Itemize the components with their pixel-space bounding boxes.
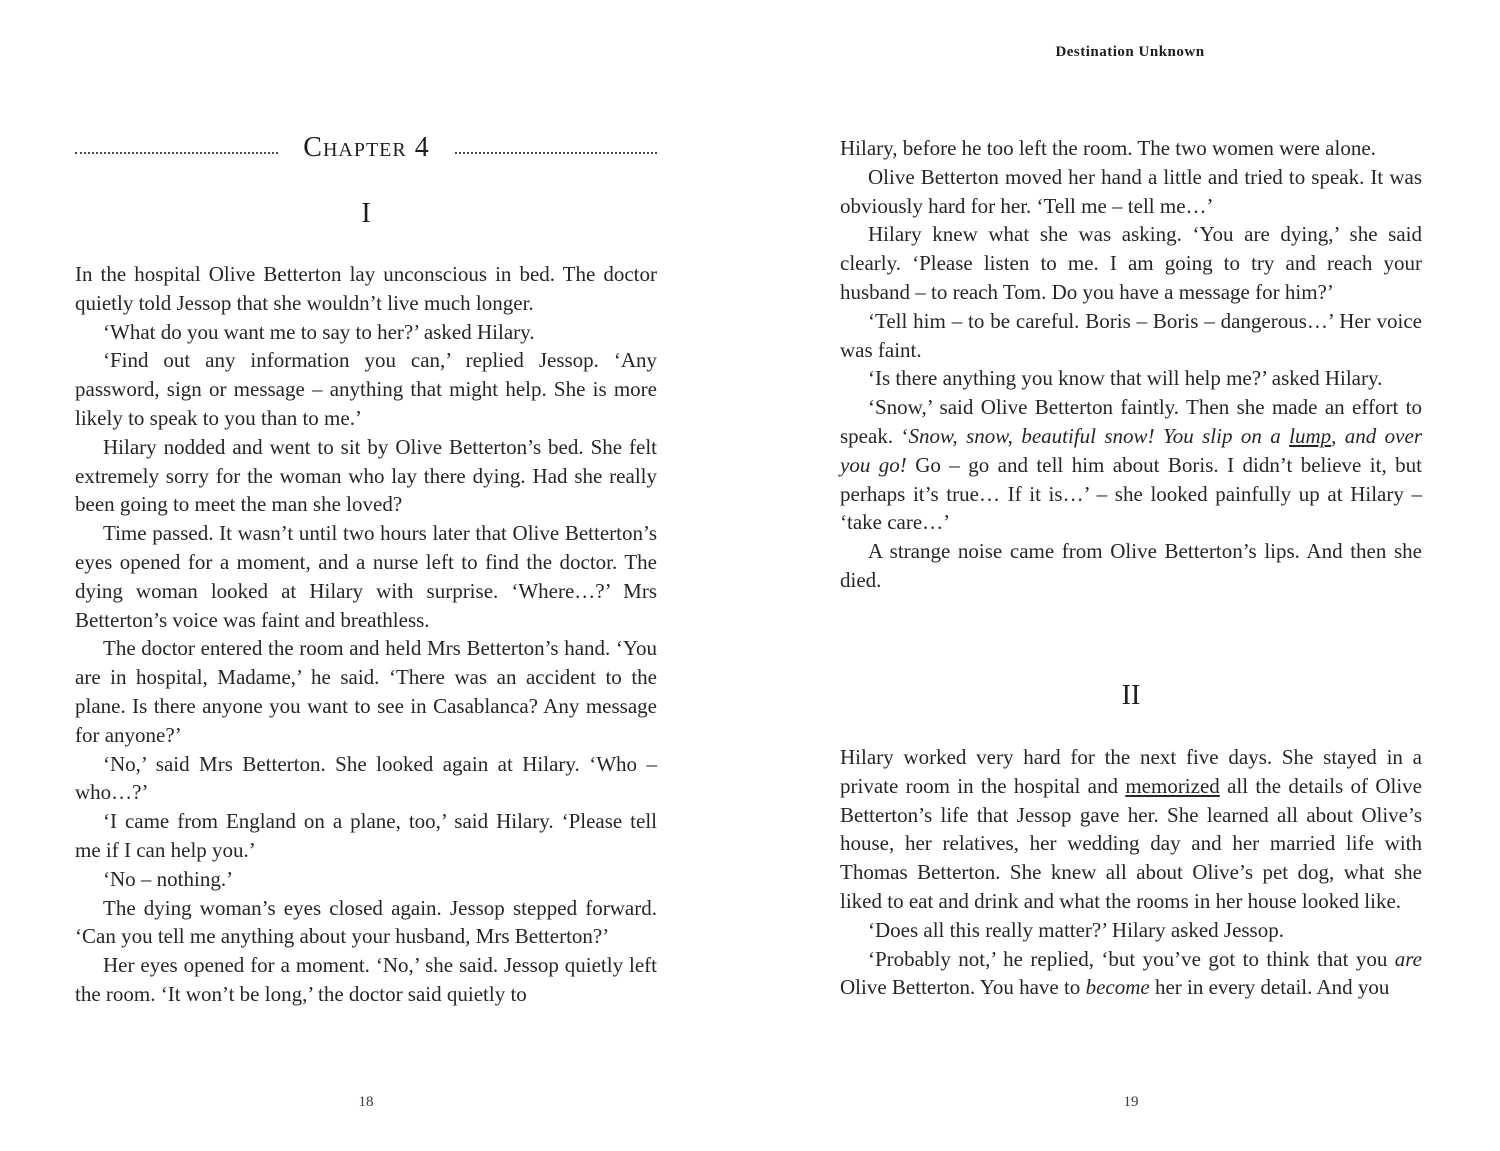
paragraph: The doctor entered the room and held Mrs Betterton’s hand. ‘You are in hospital, Madame,’ he said. ‘There was an accident to the plane. Is there anyone you want to see in Casablanca? Any message for anyone?’	[75, 636, 657, 747]
right-page	[750, 0, 1500, 1151]
underlined-word-memorized: memorized	[1125, 773, 1220, 798]
paragraph: ‘No – nothing.’	[103, 866, 234, 891]
italic-text: become	[1085, 975, 1150, 1000]
paragraph: The dying woman’s eyes closed again. Jessop stepped forward. ‘Can you tell me anything about your husband, Mrs Betterton?’	[75, 895, 657, 949]
section-number-1: I	[361, 198, 371, 229]
paragraph: ‘What do you want me to say to her?’ asked Hilary.	[103, 319, 535, 344]
running-head-title: Destination Unknown	[1055, 44, 1205, 60]
right-page-body-top	[840, 134, 1422, 595]
paragraph: ‘Find out any information you can,’ replied Jessop. ‘Any password, sign or message – anything that might help. She is more likely to speak to you than to me.’	[75, 348, 657, 430]
paragraph: ‘Does all this really matter?’ Hilary asked Jessop.	[868, 917, 1284, 942]
dotted-rule-left	[75, 152, 278, 154]
paragraph: Olive Betterton moved her hand a little and tried to speak. It was obviously hard for her. ‘Tell me – tell me…’	[840, 164, 1422, 218]
section-number-2: II	[1121, 680, 1141, 711]
paragraph: Her eyes opened for a moment. ‘No,’ she said. Jessop quietly left the room. ‘It won’t be long,’ the doctor said quietly to	[75, 953, 657, 1006]
paragraph: A strange noise came from Olive Betterton’s lips. And then she died.	[840, 539, 1422, 592]
right-page-body-bottom	[840, 743, 1422, 1002]
paragraph: ‘Tell him – to be careful. Boris – Boris – dangerous…’ Her voice was faint.	[840, 308, 1422, 362]
paragraph: ‘No,’ said Mrs Betterton. She looked again at Hilary. ‘Who – who…?’	[75, 751, 657, 805]
page-number-left: 18	[358, 1094, 374, 1110]
paragraph: ‘Is there anything you know that will help me?’ asked Hilary.	[868, 366, 1383, 391]
text-run: Olive Betterton. You have to	[840, 975, 1086, 1000]
chapter-heading	[75, 132, 657, 172]
italic-text: , and over you go!	[840, 423, 1422, 477]
paragraph-memorized	[840, 743, 1422, 916]
page-number-right: 19	[1123, 1094, 1139, 1110]
text-run: ‘Snow,’ said Olive Betterton faintly. Then she made an effort to speak. ‘	[840, 395, 1422, 448]
text-run: all the details of Olive Betterton’s life that Jessop gave her. She learned all about Olive’s house, her relatives, her wedding day and her married life with Thomas Betterton. She knew all about Olive’s pet dog, what she liked to eat and drink and what the rooms in her house looked like.	[840, 773, 1422, 913]
left-page-body	[75, 260, 657, 1009]
text-run: ‘Probably not,’ he replied, ‘but you’ve got to think that you	[868, 946, 1395, 971]
italic-text: are	[1394, 946, 1422, 971]
paragraph: Hilary knew what she was asking. ‘You are dying,’ she said clearly. ‘Please listen to me. I am going to try and reach your husband – to reach Tom. Do you have a message for him?’	[840, 222, 1422, 304]
italic-text: Snow, snow, beautiful snow! You slip on a	[908, 423, 1290, 448]
paragraph: In the hospital Olive Betterton lay unconscious in bed. The doctor quietly told Jessop that she wouldn’t live much longer.	[75, 262, 657, 315]
paragraph: ‘I came from England on a plane, too,’ said Hilary. ‘Please tell me if I can help you.’	[75, 809, 657, 862]
chapter-title: Chapter 4	[303, 132, 430, 163]
underlined-word-lump: lump	[1289, 423, 1332, 448]
paragraph: Time passed. It wasn’t until two hours later that Olive Betterton’s eyes opened for a moment, and a nurse left to find the doctor. The dying woman looked at Hilary with surprise. ‘Where…?’ Mrs Betterton’s voice was faint and breathless.	[75, 521, 657, 632]
paragraph: Hilary, before he too left the room. The two women were alone.	[840, 136, 1376, 160]
paragraph-snow	[840, 393, 1422, 537]
text-run: her in every detail. And you	[1149, 975, 1390, 1000]
text-run: Hilary worked very hard for the next five days. She stayed in a private room in the hospital and	[840, 745, 1422, 798]
paragraph-final	[840, 945, 1422, 1003]
paragraph: Hilary nodded and went to sit by Olive Betterton’s bed. She felt extremely sorry for the woman who lay there dying. Had she really been going to meet the man she loved?	[75, 434, 657, 517]
text-run: Go – go and tell him about Boris. I didn’t believe it, but perhaps it’s true… If it is…’ – she looked painfully up at Hilary – ‘take care…’	[840, 452, 1422, 535]
dotted-rule-right	[455, 152, 657, 154]
